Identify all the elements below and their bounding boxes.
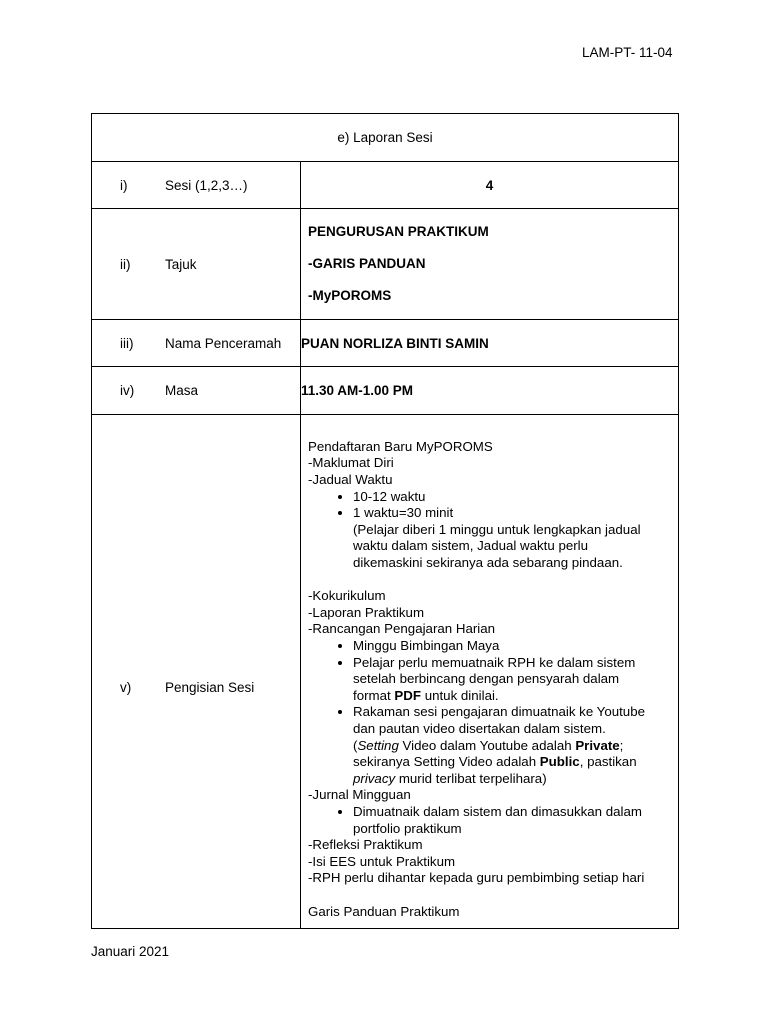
row-number: iv)	[120, 383, 135, 398]
bullet-list	[308, 638, 671, 787]
table-row	[92, 415, 679, 929]
bullet-line	[353, 754, 671, 771]
footer-date: Januari 2021	[91, 944, 170, 959]
table-row	[92, 367, 679, 415]
content-line: -Refleksi Praktikum	[308, 837, 423, 853]
text-run: murid terlibat terpelihara)	[395, 770, 547, 786]
row-number: iii)	[120, 335, 134, 351]
table-row	[92, 320, 679, 367]
content-note: waktu dalam sistem, Jadual waktu perlu	[353, 538, 589, 554]
table-header: e) Laporan Sesi	[92, 114, 679, 162]
text-run: untuk dinilai.	[421, 687, 499, 703]
bullet-line: setelah berbincang dengan pensyarah dalam	[353, 671, 620, 687]
title-line: PENGURUSAN PRAKTIKUM	[308, 224, 489, 239]
italic-text: privacy	[353, 770, 396, 786]
content-line: -Kokurikulum	[308, 588, 386, 604]
text-run: sekiranya Setting Video adalah	[353, 754, 540, 770]
text-run: (	[353, 737, 358, 753]
bullet-item	[353, 704, 671, 787]
bold-text: Private	[575, 737, 620, 753]
title-value	[301, 224, 678, 304]
row-number: ii)	[120, 256, 131, 272]
content-line: -Isi EES untuk Praktikum	[308, 853, 456, 869]
bullet-line	[353, 738, 671, 755]
content-line: -Rancangan Pengajaran Harian	[308, 621, 496, 637]
text-run: , pastikan	[579, 754, 637, 770]
text-run: format	[353, 687, 395, 703]
bullet-line: • Pelajar perlu memuatnaik RPH ke dalam sistem	[353, 654, 636, 670]
bullet-line	[353, 771, 671, 788]
content-note: dikemaskini sekiranya ada sebarang pindaan.	[353, 555, 623, 571]
bullet-line: dan pautan video disertakan dalam sistem.	[353, 720, 606, 736]
content-line: -Jurnal Mingguan	[308, 787, 411, 803]
bullet-line: portfolio praktikum	[353, 820, 462, 836]
row-number: i)	[120, 177, 128, 193]
row-label: Nama Penceramah	[165, 335, 282, 351]
row-label: Sesi (1,2,3…)	[165, 177, 248, 193]
row-number: v)	[120, 679, 132, 695]
text-run: ;	[619, 737, 624, 753]
content-line: -Laporan Praktikum	[308, 604, 425, 620]
bullet-line: • Dimuatnaik dalam sistem dan dimasukkan dalam	[353, 803, 642, 819]
session-content	[301, 423, 678, 920]
row-label: Pengisian Sesi	[165, 679, 255, 695]
content-line: -Jadual Waktu	[308, 472, 393, 488]
bullet-line	[353, 688, 671, 705]
bullet-item	[353, 655, 671, 705]
table-row	[92, 209, 679, 320]
document-code: LAM-PT- 11-04	[582, 45, 673, 60]
text-run: Video dalam Youtube adalah	[398, 737, 576, 753]
bullet-item: • Minggu Bimbingan Maya	[353, 638, 671, 655]
content-line: -RPH perlu dihantar kepada guru pembimbing setiap hari	[308, 870, 645, 886]
bullet-list	[308, 804, 671, 837]
title-line: -GARIS PANDUAN	[308, 256, 426, 271]
bullet-item: • 10-12 waktu	[353, 489, 671, 506]
bullet-line: • Rakaman sesi pengajaran dimuatnaik ke Youtube	[353, 704, 645, 720]
content-line: Garis Panduan Praktikum	[308, 903, 460, 919]
speaker-name-value: PUAN NORLIZA BINTI SAMIN	[301, 320, 679, 367]
bold-text: Public	[539, 754, 580, 770]
session-report-table	[91, 113, 679, 929]
row-label: Tajuk	[165, 256, 197, 272]
content-note: (Pelajar diberi 1 minggu untuk lengkapkan jadual	[353, 521, 641, 537]
time-value: 11.30 AM-1.00 PM	[301, 367, 679, 415]
content-line: -Maklumat Diri	[308, 455, 394, 471]
bullet-list	[308, 489, 671, 522]
bullet-item	[353, 804, 671, 837]
row-label: Masa	[165, 383, 199, 398]
bold-text: PDF	[394, 687, 421, 703]
session-number-value: 4	[301, 162, 679, 209]
table-row	[92, 162, 679, 209]
italic-text: Setting	[357, 737, 399, 753]
bullet-item: • 1 waktu=30 minit	[353, 505, 671, 522]
title-line: -MyPOROMS	[308, 288, 392, 303]
content-line: Pendaftaran Baru MyPOROMS	[308, 438, 493, 454]
